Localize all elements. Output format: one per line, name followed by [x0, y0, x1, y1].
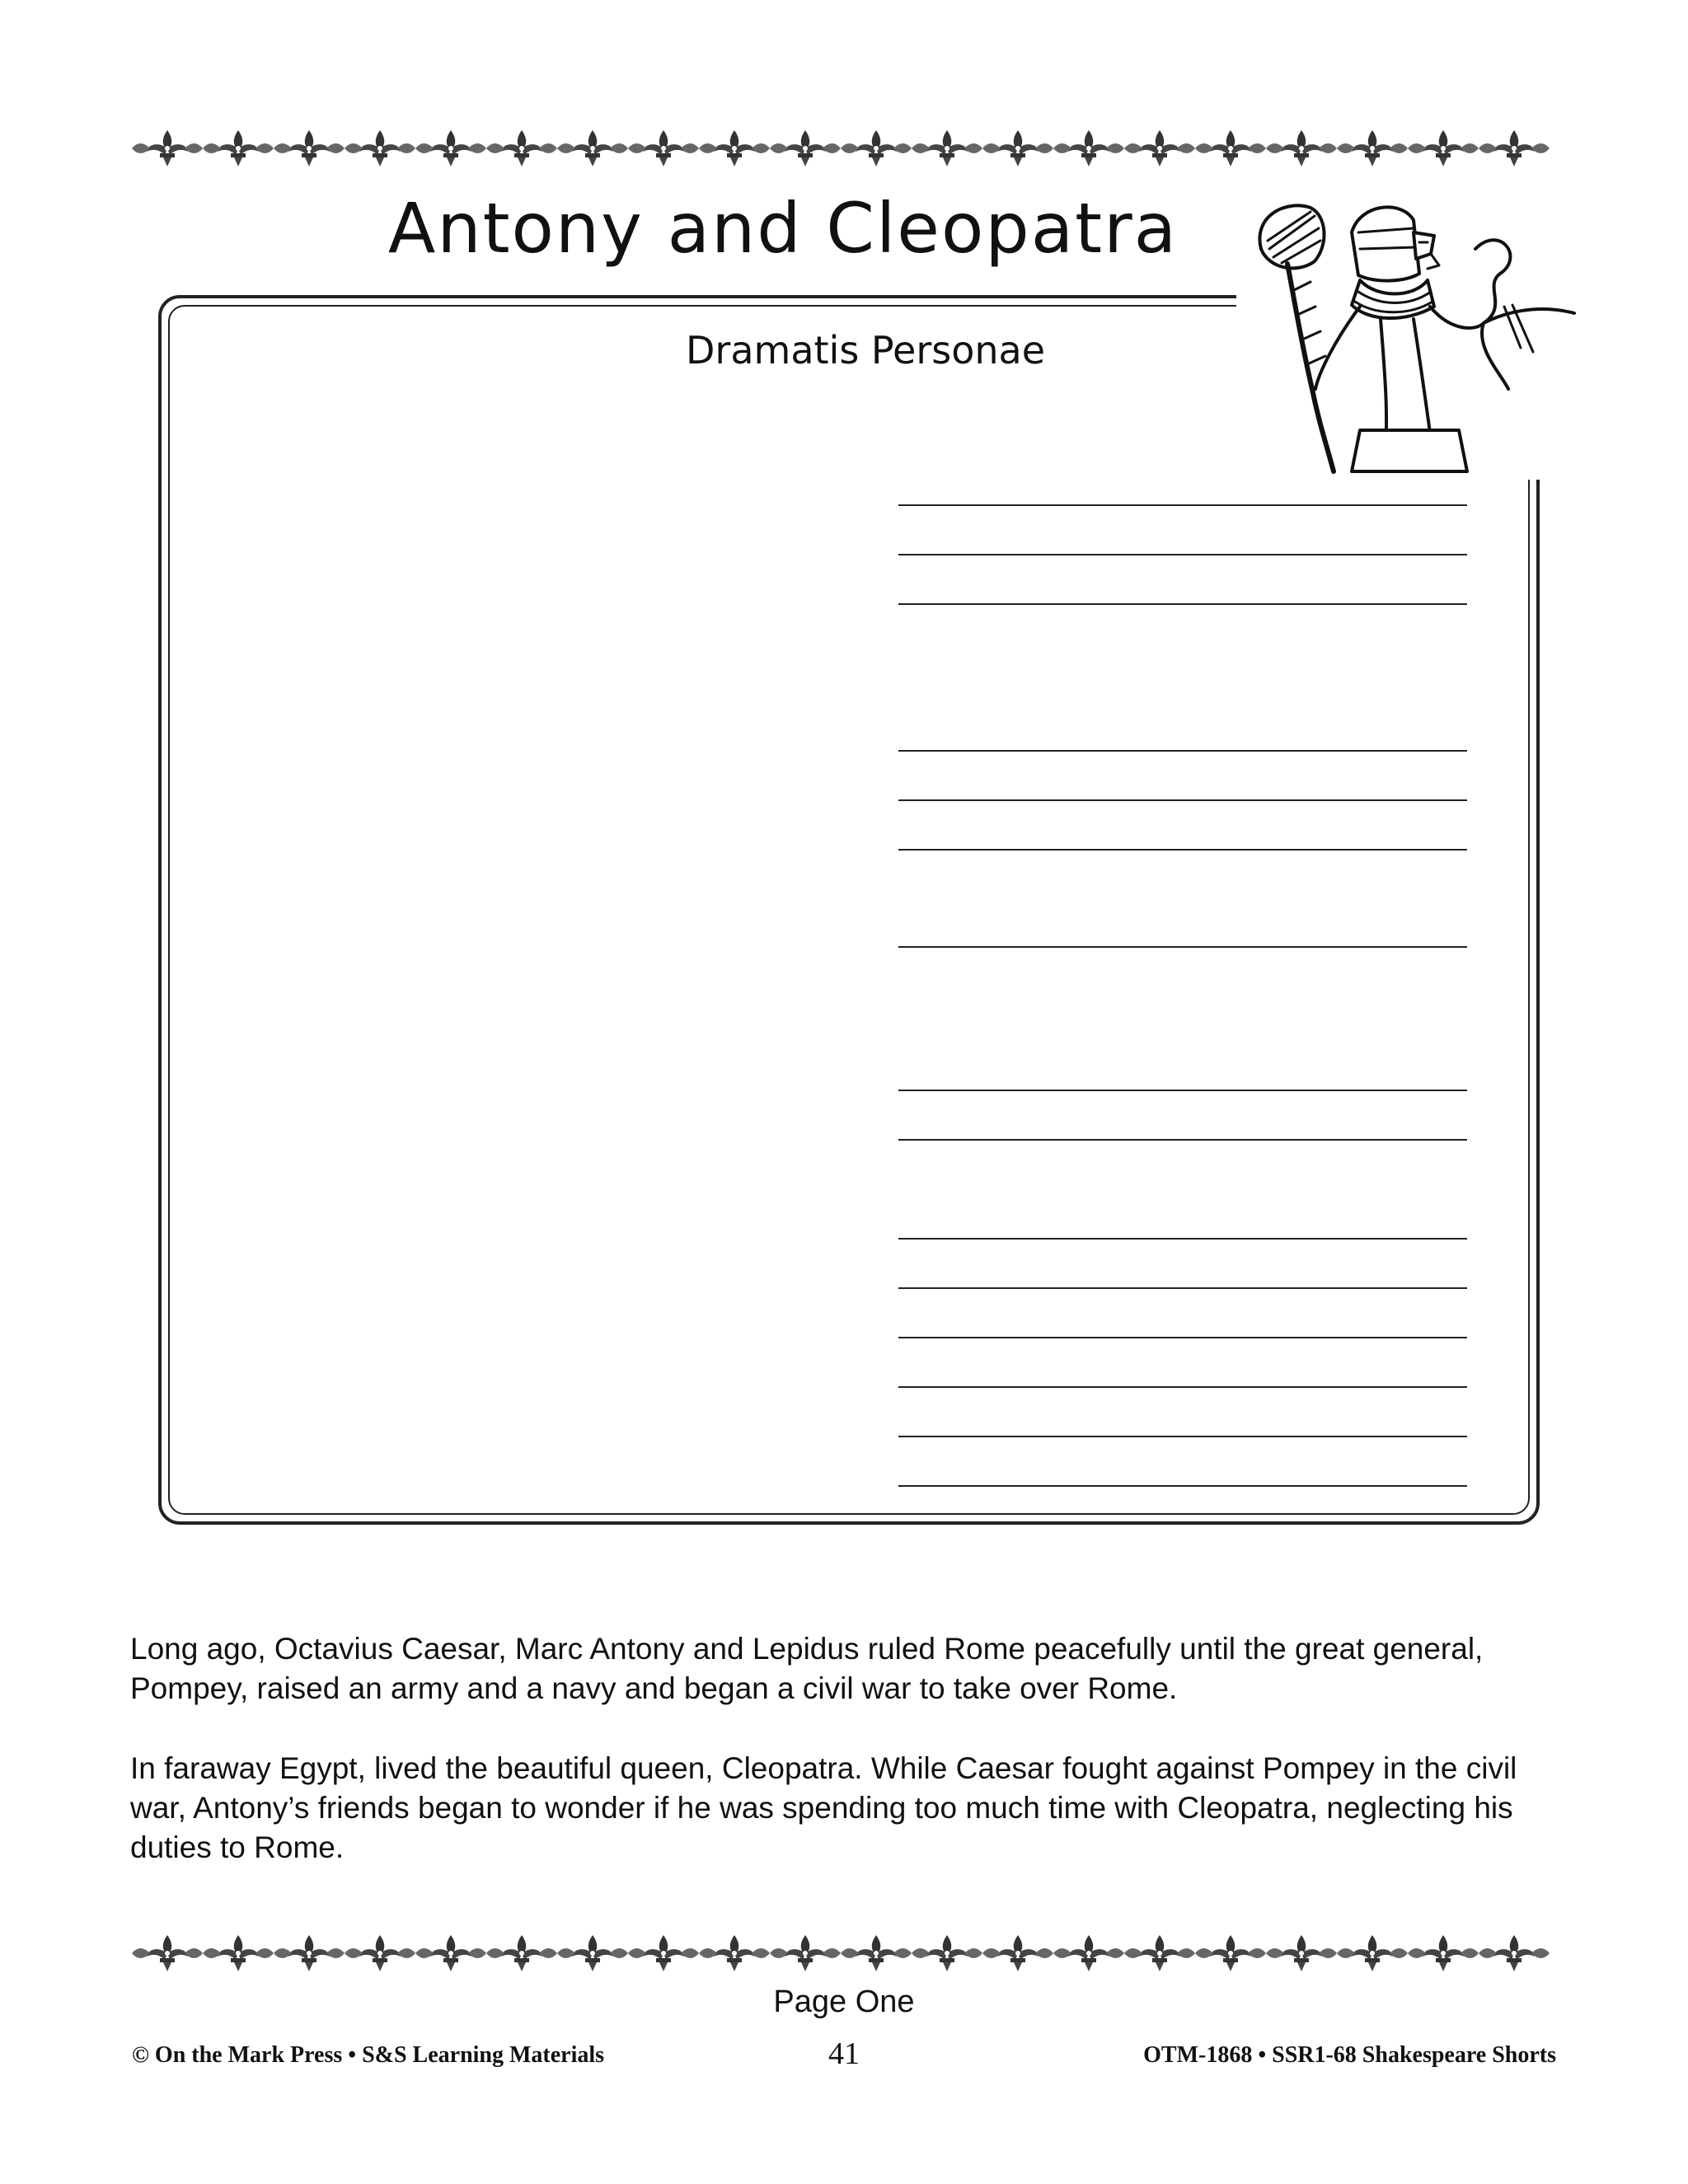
- answer-line[interactable]: [898, 1287, 1467, 1289]
- egyptian-pharaoh-illustration: [1236, 183, 1582, 480]
- answer-line[interactable]: [898, 1090, 1467, 1091]
- footer-series: OTM-1868 • SSR1-68 Shakespeare Shorts: [1143, 2042, 1556, 2068]
- answer-line[interactable]: [898, 1337, 1467, 1338]
- answer-line[interactable]: [898, 799, 1467, 801]
- cast-subtitle: Dramatis Personae: [686, 328, 1045, 373]
- intro-paragraph: In faraway Egypt, lived the beautiful queen, Cleopatra. While Caesar fought against Pompey in the civil war, Antony’s friends began to wonder if he was spending too much time with Cleopatra, neglecting his duties to Rome.: [130, 1751, 1517, 1864]
- answer-line[interactable]: [898, 603, 1467, 605]
- answer-line[interactable]: [898, 1386, 1467, 1388]
- cast-frame-inner: [168, 305, 1530, 1515]
- intro-paragraph: Long ago, Octavius Caesar, Marc Antony and Lepidus ruled Rome peacefully until the great general, Pompey, raised an army and a navy and began a civil war to take over Rome.: [130, 1632, 1484, 1705]
- answer-line[interactable]: [898, 1139, 1467, 1141]
- answer-line[interactable]: [898, 1485, 1467, 1487]
- page-title: Antony and Cleopatra: [387, 188, 1179, 269]
- answer-line[interactable]: [898, 849, 1467, 851]
- answer-line[interactable]: [898, 554, 1467, 555]
- answer-line[interactable]: [898, 750, 1467, 752]
- answer-line[interactable]: [898, 1436, 1467, 1437]
- fleur-de-lis-border-icon: [132, 124, 1550, 173]
- answer-line[interactable]: [898, 946, 1467, 948]
- answer-line[interactable]: [898, 1238, 1467, 1240]
- answer-line[interactable]: [898, 504, 1467, 506]
- footer-publisher: © On the Mark Press • S&S Learning Materials: [132, 2042, 605, 2068]
- fleur-de-lis-border-icon: [132, 1929, 1550, 1978]
- footer-page-number: 41: [828, 2036, 860, 2071]
- page-label: Page One: [773, 1985, 915, 2019]
